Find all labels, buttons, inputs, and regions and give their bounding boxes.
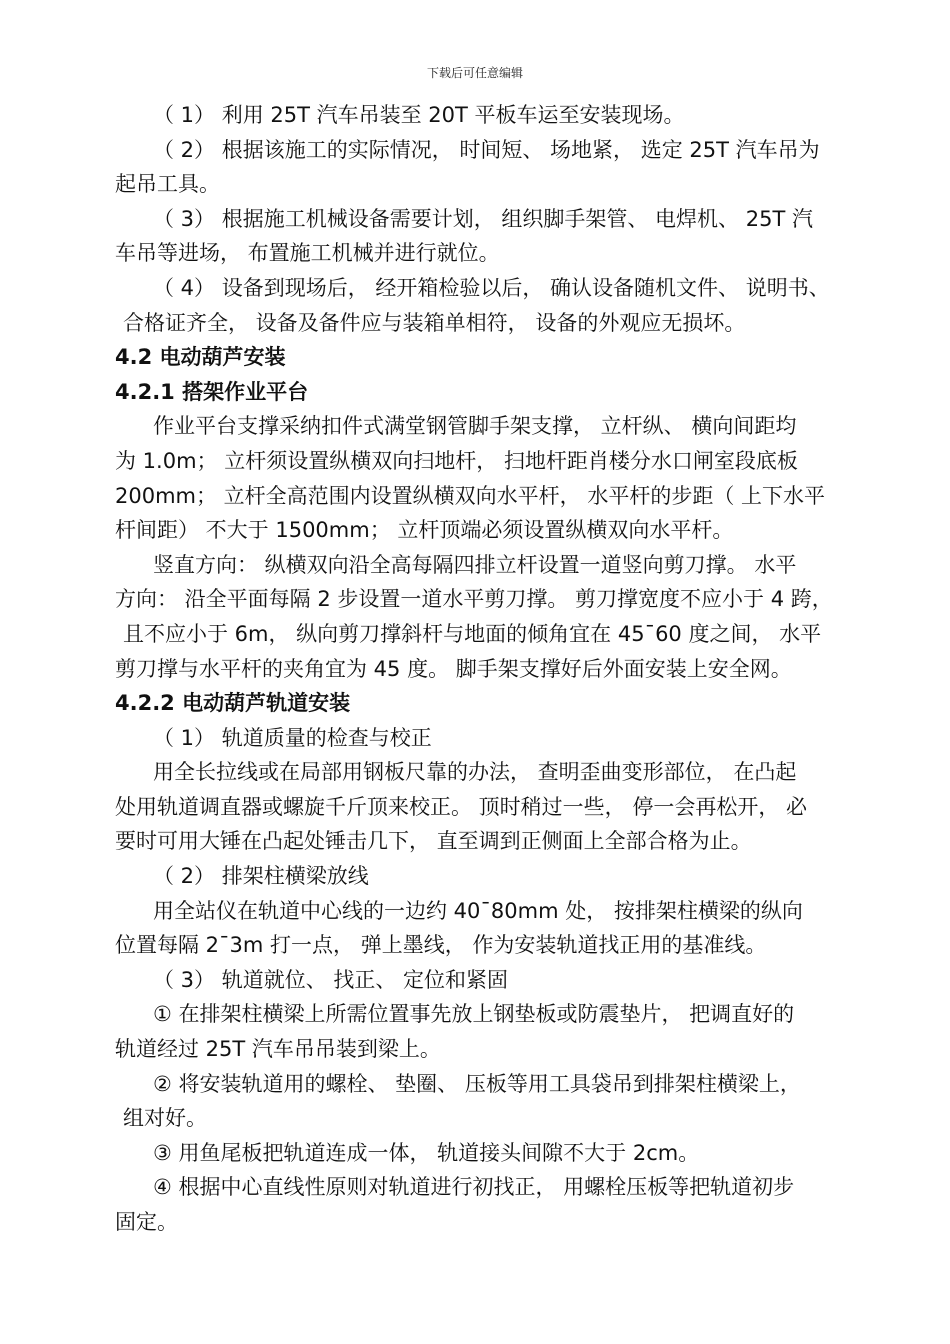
page-header-note: 下载后可任意编辑 (426, 66, 523, 80)
paragraph-line: 方向： 沿全平面每隔 2 步设置一道水平剪刀撑。 剪刀撑宽度不应小于 4 跨， (115, 587, 833, 612)
paragraph-line: （ 2） 根据该施工的实际情况， 时间短、 场地紧， 选定 25T 汽车吊为 (153, 137, 820, 162)
paragraph-line: 轨道经过 25T 汽车吊吊装到梁上。 (115, 1037, 441, 1062)
paragraph-line: 为 1.0m； 立杆须设置纵横双向扫地杆， 扫地杆距肖楼分水口闸室段底板 (115, 448, 798, 473)
paragraph-line: 固定。 (115, 1210, 178, 1234)
paragraph-line: 起吊工具。 (115, 172, 220, 197)
paragraph-line: （ 1） 轨道质量的检查与校正 (153, 725, 432, 750)
paragraph-line: ③ 用鱼尾板把轨道连成一体， 轨道接头间隙不大于 2cm。 (153, 1140, 700, 1165)
paragraph-line: 竖直方向： 纵横双向沿全高每隔四排立杆设置一道竖向剪刀撑。 水平 (153, 552, 797, 577)
paragraph-line: 车吊等进场， 布置施工机械并进行就位。 (115, 241, 500, 266)
paragraph-line: 剪刀撑与水平杆的夹角宜为 45 度。 脚手架支撑好后外面安装上安全网。 (115, 656, 792, 681)
paragraph-line: （ 3） 轨道就位、 找正、 定位和紧固 (153, 967, 509, 992)
section-heading: 4.2.2 电动葫芦轨道安装 (115, 691, 351, 716)
paragraph-line: ② 将安装轨道用的螺栓、 垫圈、 压板等用工具袋吊到排架柱横梁上， (153, 1071, 801, 1096)
paragraph-line: 200mm； 立杆全高范围内设置纵横双向水平杆， 水平杆的步距（ 上下水平 (115, 483, 826, 508)
paragraph-line: ① 在排架柱横梁上所需位置事先放上钢垫板或防震垫片， 把调直好的 (153, 1002, 795, 1027)
paragraph-line: 作业平台支撑采纳扣件式满堂钢管脚手架支撑， 立杆纵、 横向间距均 (153, 414, 797, 439)
paragraph-line: （ 1） 利用 25T 汽车吊装至 20T 平板车运至安装现场。 (153, 103, 685, 127)
paragraph-line: 要时可用大锤在凸起处锤击几下， 直至调到正侧面上全部合格为止。 (115, 829, 752, 854)
paragraph-line: 组对好。 (123, 1106, 207, 1131)
paragraph-line: 用全长拉线或在局部用钢板尺靠的办法， 查明歪曲变形部位， 在凸起 (153, 760, 797, 785)
paragraph-line: 位置每隔 2¯3m 打一点， 弹上墨线， 作为安装轨道找正用的基准线。 (115, 933, 767, 958)
document-body (115, 98, 875, 1240)
paragraph-line: 且不应小于 6m， 纵向剪刀撑斜杆与地面的倾角宜在 45¯60 度之间， 水平 (123, 621, 822, 646)
paragraph-line: 处用轨道调直器或螺旋千斤顶来校正。 顶时稍过一些， 停一会再松开， 必 (115, 794, 808, 819)
paragraph-line: 用全站仪在轨道中心线的一边约 40¯80mm 处， 按排架柱横梁的纵向 (153, 898, 803, 923)
paragraph-line: （ 2） 排架柱横梁放线 (153, 864, 369, 889)
paragraph-line: 合格证齐全， 设备及备件应与装箱单相符， 设备的外观应无损坏。 (123, 310, 746, 335)
section-heading: 4.2.1 搭架作业平台 (115, 379, 309, 404)
paragraph-line: （ 3） 根据施工机械设备需要计划， 组织脚手架管、 电焊机、 25T 汽 (153, 206, 813, 231)
paragraph-line: 杆间距） 不大于 1500mm； 立杆顶端必须设置纵横双向水平杆。 (115, 518, 734, 543)
paragraph-line: ④ 根据中心直线性原则对轨道进行初找正， 用螺栓压板等把轨道初步 (153, 1175, 795, 1200)
paragraph-line: （ 4） 设备到现场后， 经开箱检验以后， 确认设备随机文件、 说明书、 (153, 275, 830, 300)
section-heading: 4.2 电动葫芦安装 (115, 345, 286, 370)
